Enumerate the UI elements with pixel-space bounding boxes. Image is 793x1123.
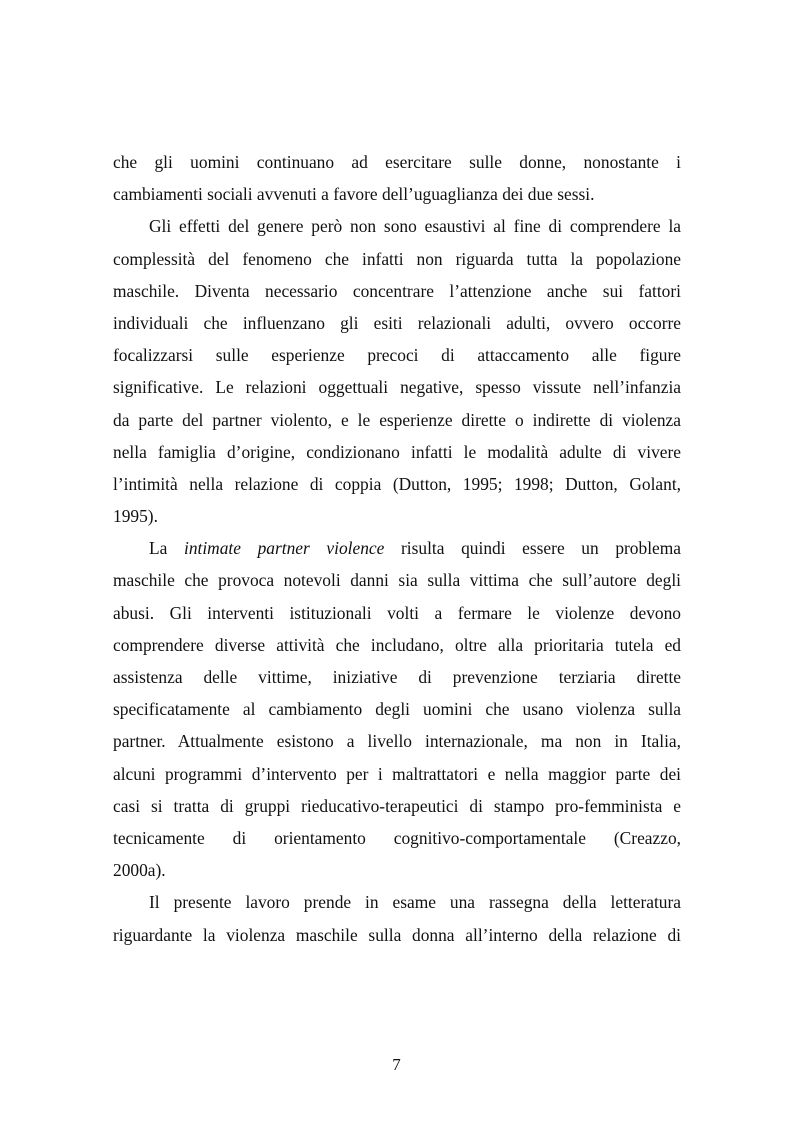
text-line: maschile. Diventa necessario concentrare l’attenzione anche sui fattori xyxy=(113,280,681,301)
text-line: complessità del fenomeno che infatti non riguarda tutta la popolazione xyxy=(113,248,681,269)
text-line: focalizzarsi sulle esperienze precoci di attaccamento alle figure xyxy=(113,345,681,366)
text-line: nella famiglia d’origine, condizionano infatti le modalità adulte di vivere xyxy=(113,441,681,462)
text-line: 1995). xyxy=(113,506,158,527)
text-after-emphasis: risulta quindi essere un problema xyxy=(401,538,681,559)
emphasized-term: intimate partner violence xyxy=(183,538,385,559)
text-line: alcuni programmi d’intervento per i maltrattatori e nella maggior parte dei xyxy=(113,763,681,784)
text-line: Gli effetti del genere però non sono esaustivi al fine di comprendere la xyxy=(149,216,681,237)
paragraph-2 xyxy=(113,210,681,532)
text-line: l’intimità nella relazione di coppia (Dutton, 1995; 1998; Dutton, Golant, xyxy=(113,473,681,494)
text-line: Il presente lavoro prende in esame una rassegna della letteratura xyxy=(149,892,681,913)
text-line: riguardante la violenza maschile sulla donna all’interno della relazione di xyxy=(113,924,681,945)
paragraph-3 xyxy=(113,532,681,886)
paragraph-1 xyxy=(113,146,681,210)
text-before-emphasis: La xyxy=(149,538,168,559)
text-line: da parte del partner violento, e le esperienze dirette o indirette di violenza xyxy=(113,409,681,430)
text-line: specificatamente al cambiamento degli uomini che usano violenza sulla xyxy=(113,699,681,720)
text-line: maschile che provoca notevoli danni sia sulla vittima che sull’autore degli xyxy=(113,570,681,591)
text-line: significative. Le relazioni oggettuali negative, spesso vissute nell’infanzia xyxy=(113,377,681,398)
text-line: cambiamenti sociali avvenuti a favore dell’uguaglianza dei due sessi. xyxy=(113,184,595,205)
text-line: tecnicamente di orientamento cognitivo-comportamentale (Creazzo, xyxy=(113,827,681,848)
text-line: comprendere diverse attività che includano, oltre alla prioritaria tutela ed xyxy=(113,634,681,655)
text-line-with-emphasis xyxy=(113,532,681,564)
document-body xyxy=(113,146,681,951)
page-number: 7 xyxy=(392,1055,401,1074)
text-line: 2000a). xyxy=(113,860,166,881)
text-line: assistenza delle vittime, iniziative di prevenzione terziaria dirette xyxy=(113,667,681,687)
text-line: che gli uomini continuano ad esercitare sulle donne, nonostante i xyxy=(113,152,681,172)
text-line: abusi. Gli interventi istituzionali volti a fermare le violenze devono xyxy=(113,602,681,623)
paragraph-4 xyxy=(113,886,681,950)
text-line: individuali che influenzano gli esiti relazionali adulti, ovvero occorre xyxy=(113,312,681,333)
text-line: partner. Attualmente esistono a livello internazionale, ma non in Italia, xyxy=(113,731,681,752)
text-line: casi si tratta di gruppi rieducativo-terapeutici di stampo pro-femminista e xyxy=(113,795,681,816)
